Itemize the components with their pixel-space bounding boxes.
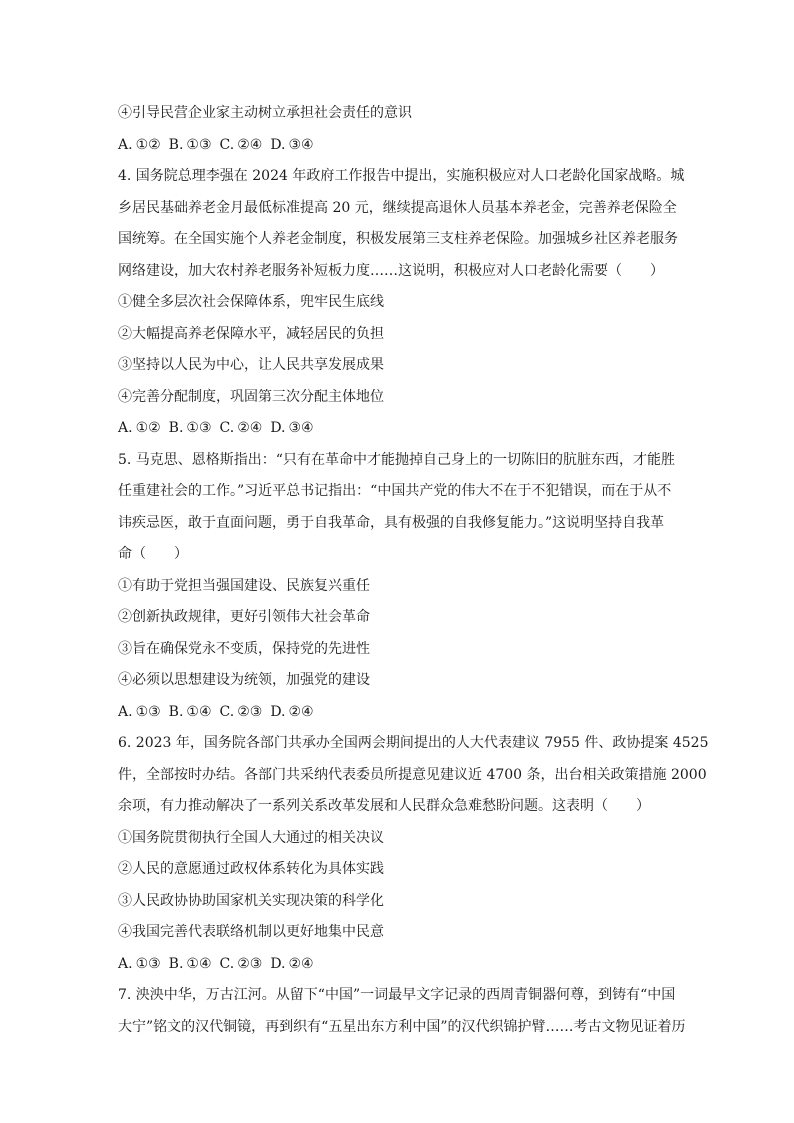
choice-d-letter: D. <box>270 136 286 153</box>
choice-c-letter: C. <box>219 703 235 720</box>
q7-stem-line-2: 大宁”铭文的汉代铜镜，再到织有“五星出东方利中国”的汉代织锦护臂……考古文物见证着历 <box>118 1018 686 1035</box>
choice-a-letter: A. <box>118 955 133 972</box>
q7-stem-line-1: 7. 泱泱中华，万古江河。从留下“中国”一词最早文字记录的西周青铜器何尊，到铸有“中国 <box>118 987 676 1003</box>
q5-stem-line-2: 任重建社会的工作。”习近平总书记指出：“中国共产党的伟大不在于不犯错误，而在于从不 <box>118 483 672 499</box>
choice-d-text: ②④ <box>288 955 314 972</box>
q6-stem-line-1: 6. 2023 年，国务院各部门共承办全国两会期间提出的人大代表建议 7955 件、政协提案 4525 <box>118 735 709 751</box>
choice-d-letter: D. <box>270 703 286 720</box>
choice-c-text: ②③ <box>237 703 263 720</box>
q4-option-2: ②大幅提高养老保障水平，减轻居民的负担 <box>118 325 384 342</box>
q5-option-4: ④必须以思想建设为统领，加强党的建设 <box>118 672 370 688</box>
choice-b-letter: B. <box>168 703 184 720</box>
choice-d-letter: D. <box>270 955 286 972</box>
choice-b-letter: B. <box>168 955 184 972</box>
q5-option-3: ③旨在确保党永不变质，保持党的先进性 <box>118 640 370 657</box>
choice-b-letter: B. <box>168 136 184 153</box>
choice-d-text: ②④ <box>288 703 314 720</box>
choice-c-letter: C. <box>219 136 235 153</box>
q4-option-1: ①健全多层次社会保障体系，兜牢民生底线 <box>118 294 384 310</box>
q5-stem-line-4: 命（ ） <box>118 546 188 562</box>
choice-c-text: ②④ <box>237 136 263 153</box>
choice-c-text: ②③ <box>237 955 263 972</box>
choice-a-text: ①③ <box>135 703 161 720</box>
q6-stem-line-2: 件，全部按时办结。各部门共采纳代表委员所提意见建议近 4700 条，出台相关政策措施 2000 <box>118 766 707 783</box>
choice-a-text: ①② <box>135 420 161 436</box>
q4-option-3: ③坚持以人民为中心，让人民共享发展成果 <box>118 357 384 373</box>
choice-d-text: ③④ <box>288 420 314 436</box>
q6-option-1: ①国务院贯彻执行全国人大通过的相关决议 <box>118 829 384 846</box>
choice-d-text: ③④ <box>288 136 314 153</box>
q3-option-4: ④引导民营企业家主动树立承担社会责任的意识 <box>118 105 412 121</box>
q4-answer-choices <box>118 413 678 445</box>
choice-a-text: ①② <box>135 136 161 153</box>
choice-c-text: ②④ <box>237 420 263 436</box>
q6-stem-line-3: 余项，有力推动解决了一系列关系改革发展和人民群众急难愁盼问题。这表明（ ） <box>118 798 650 814</box>
q6-option-4: ④我国完善代表联络机制以更好地集中民意 <box>118 924 384 940</box>
q5-answer-choices <box>118 697 678 729</box>
choice-b-text: ①③ <box>186 420 212 436</box>
q6-option-3: ③人民政协协助国家机关实现决策的科学化 <box>118 892 384 909</box>
q3-answer-choices <box>118 130 678 162</box>
q6-option-2: ②人民的意愿通过政权体系转化为具体实践 <box>118 861 384 877</box>
choice-c-letter: C. <box>219 420 235 436</box>
choice-a-text: ①③ <box>135 955 161 972</box>
q4-option-4: ④完善分配制度，巩固第三次分配主体地位 <box>118 388 384 405</box>
choice-a-letter: A. <box>118 703 133 720</box>
choice-d-letter: D. <box>270 420 286 436</box>
q5-stem-line-1: 5. 马克思、恩格斯指出：“只有在革命中才能抛掉自己身上的一切陈旧的肮脏东西，才能胜 <box>118 451 675 468</box>
q6-answer-choices <box>118 949 678 981</box>
q4-stem-line-4: 网络建设，加大农村养老服务补短板力度……这说明，积极应对人口老龄化需要（ ） <box>118 262 664 279</box>
choice-b-letter: B. <box>168 420 184 436</box>
choice-b-text: ①③ <box>186 136 212 153</box>
q4-stem-line-3: 国统筹。在全国实施个人养老金制度，积极发展第三支柱养老保险。加强城乡社区养老服务 <box>118 231 678 247</box>
exam-page <box>118 98 709 1043</box>
choice-c-letter: C. <box>219 955 235 972</box>
choice-a-letter: A. <box>118 420 133 436</box>
q5-option-1: ①有助于党担当强国建设、民族复兴重任 <box>118 577 370 594</box>
choice-a-letter: A. <box>118 136 133 153</box>
choice-b-text: ①④ <box>186 955 212 972</box>
q4-stem-line-2: 乡居民基础养老金月最低标准提高 20 元，继续提高退休人员基本养老金，完善养老保险全 <box>118 199 677 216</box>
q4-stem-line-1: 4. 国务院总理李强在 2024 年政府工作报告中提出，实施积极应对人口老龄化国家战略。城 <box>118 168 685 184</box>
q5-stem-line-3: 讳疾忌医，敢于直面问题，勇于自我革命，具有极强的自我修复能力。”这说明坚持自我革 <box>118 514 665 531</box>
choice-b-text: ①④ <box>186 703 212 720</box>
q5-option-2: ②创新执政规律，更好引领伟大社会革命 <box>118 609 370 625</box>
